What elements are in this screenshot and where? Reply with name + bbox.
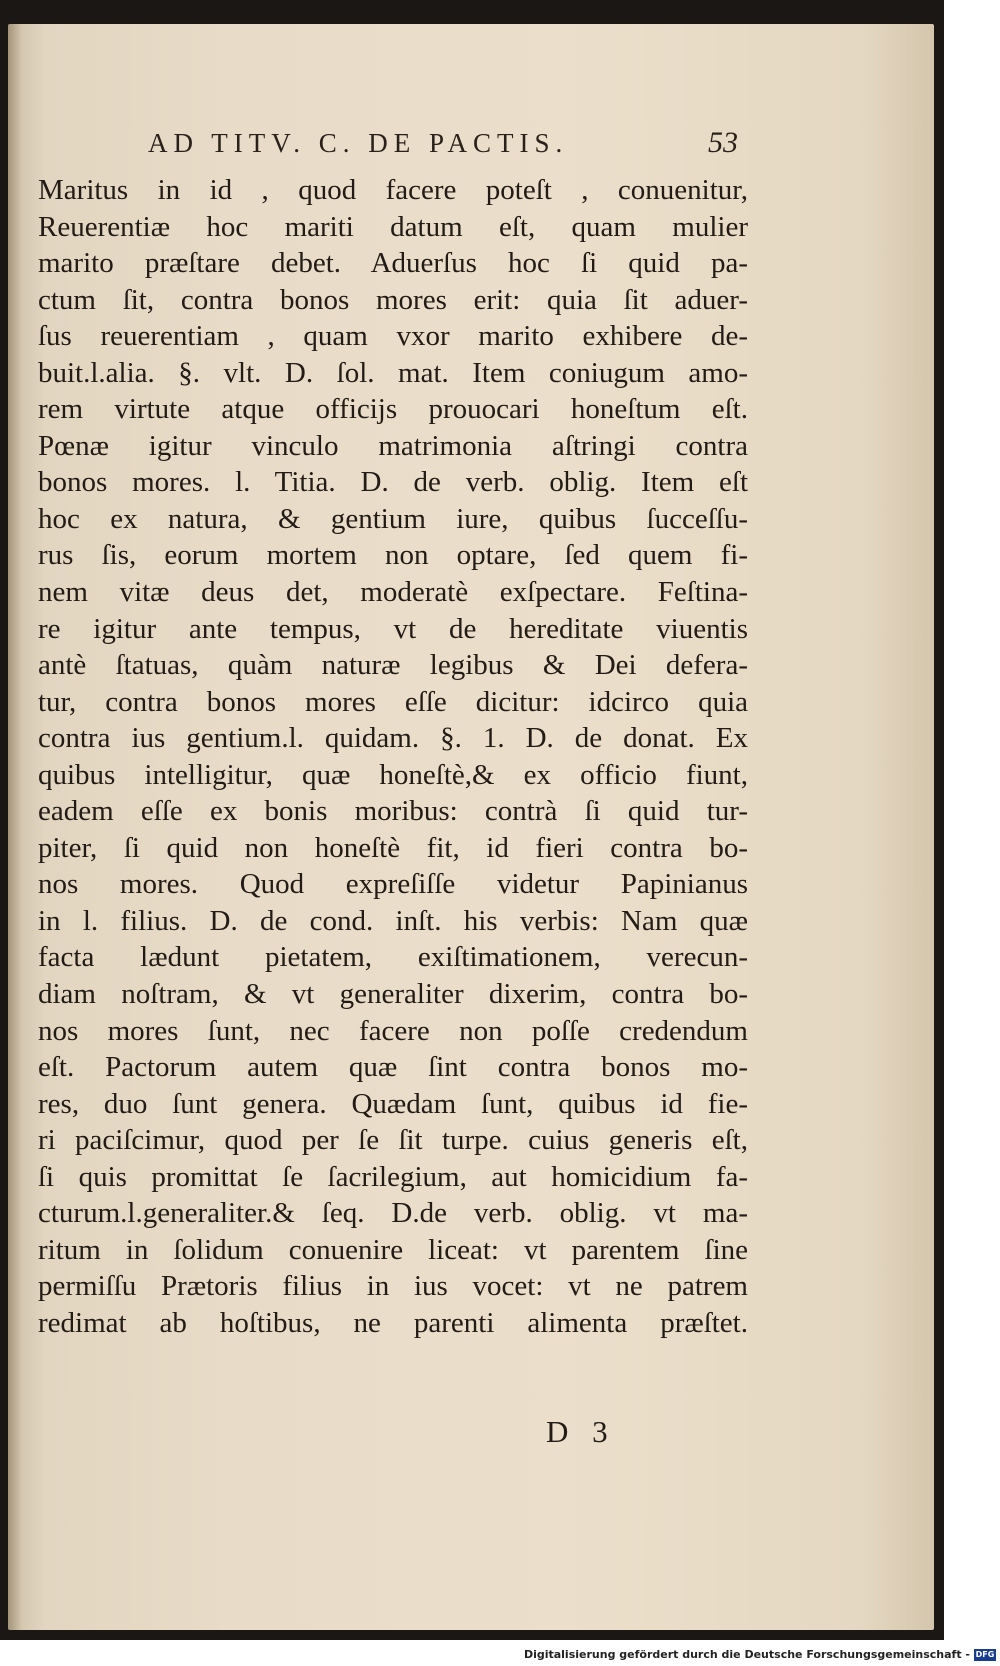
text-line: rem virtute atque officijs prouocari honeſtum eſt. xyxy=(38,393,748,426)
text-line: ri paciſcimur, quod per ſe ſit turpe. cuius generis eſt, xyxy=(38,1124,748,1157)
text-line: ſi quis promittat ſe ſacrilegium, aut homicidium fa- xyxy=(38,1160,748,1193)
text-line: in l. filius. D. de cond. inſt. his verbis: Nam quæ xyxy=(38,904,748,937)
text-line: tur, contra bonos mores eſſe dicitur: idcirco quia xyxy=(38,685,748,718)
digitization-credit: Digitalisierung gefördert durch die Deutsche Forschungsgemeinschaft - xyxy=(523,1648,970,1661)
text-line: bonos mores. l. Titia. D. de verb. oblig. Item eſt xyxy=(38,466,748,499)
text-line: facta lædunt pietatem, exiſtimationem, verecun- xyxy=(38,941,748,974)
text-line: permiſſu Prætoris filius in ius vocet: vt ne patrem xyxy=(38,1270,748,1303)
signature-mark: D 3 xyxy=(546,1414,616,1449)
running-head xyxy=(8,128,934,168)
text-line: buit.l.alia. §. vlt. D. ſol. mat. Item coniugum amo- xyxy=(38,356,748,389)
page-number: 53 xyxy=(708,126,738,159)
text-line: diam noſtram, & vt generaliter dixerim, contra bo- xyxy=(38,978,748,1011)
text-line: rus ſis, eorum mortem non optare, ſed quem fi- xyxy=(38,539,748,572)
text-line: ſus reuerentiam , quam vxor marito exhibere de- xyxy=(38,320,748,353)
text-line: res, duo ſunt genera. Quædam ſunt, quibus id fie- xyxy=(38,1087,748,1120)
text-line: contra ius gentium.l. quidam. §. 1. D. de donat. Ex xyxy=(38,722,748,755)
text-line: antè ſtatuas, quàm naturæ legibus & Dei defera- xyxy=(38,649,748,682)
text-line: redimat ab hoſtibus, ne parenti alimenta præſtet. xyxy=(38,1306,748,1339)
text-line: Maritus in id , quod facere poteſt , conuenitur, xyxy=(38,174,748,206)
text-line: nos mores ſunt, nec facere non poſſe credendum xyxy=(38,1014,748,1047)
text-line: marito præſtare debet. Aduerſus hoc ſi quid pa- xyxy=(38,247,748,280)
text-line: piter, ſi quid non honeſtè fit, id fieri contra bo- xyxy=(38,831,748,864)
text-line: eſt. Pactorum autem quæ ſint contra bonos mo- xyxy=(38,1051,748,1084)
text-line: nos mores. Quod expreſiſſe videtur Papinianus xyxy=(38,868,748,901)
text-line: Pœnæ igitur vinculo matrimonia aſtringi contra xyxy=(38,429,748,462)
text-line: cturum.l.generaliter.& ſeq. D.de verb. oblig. vt ma- xyxy=(38,1197,748,1230)
book-page xyxy=(8,24,934,1630)
text-line: hoc ex natura, & gentium iure, quibus ſucceſſu- xyxy=(38,502,748,535)
running-title: AD TITV. C. DE PACTIS. xyxy=(148,128,569,158)
footer-bar xyxy=(0,1646,1000,1666)
text-line: nem vitæ deus det, moderatè exſpectare. Feſtina- xyxy=(38,576,748,609)
text-line: ctum ſit, contra bonos mores erit: quia ſit aduer- xyxy=(38,283,748,316)
text-line: eadem eſſe ex bonis moribus: contrà ſi quid tur- xyxy=(38,795,748,828)
text-line: ritum in ſolidum conuenire liceat: vt parentem ſine xyxy=(38,1233,748,1266)
body-text xyxy=(38,172,748,1342)
text-line: re igitur ante tempus, vt de hereditate viuentis xyxy=(38,612,748,645)
text-line: Reuerentiæ hoc mariti datum eſt, quam mulier xyxy=(38,210,748,243)
text-line: quibus intelligitur, quæ honeſtè,& ex officio fiunt, xyxy=(38,758,748,791)
dfg-logo: DFG xyxy=(975,1650,995,1659)
